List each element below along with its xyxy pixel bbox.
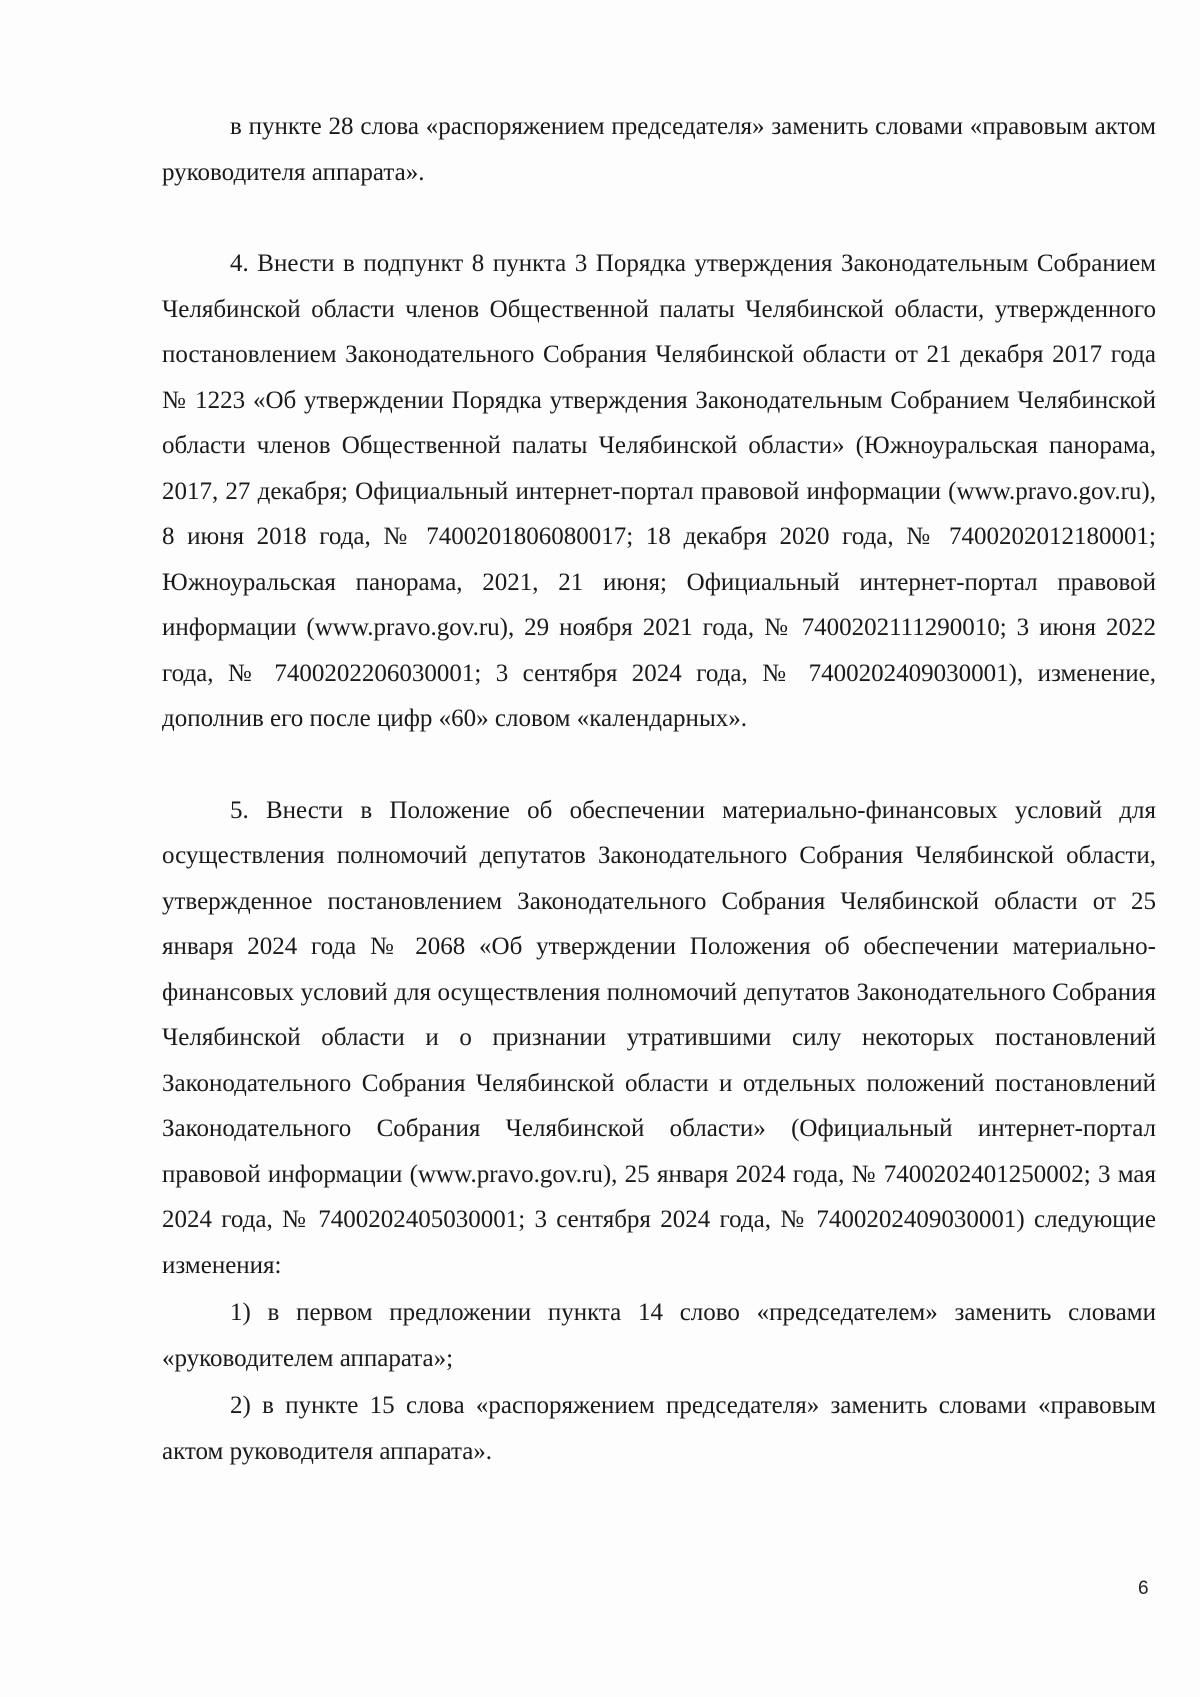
paragraph-section-5: 5. Внести в Положение об обеспечении материально-финансовых условий для осуществления полномочий депутатов Законодательного Собрания Челябинской области, утвержденное постановлением Законодательного Собрания Челябинской области от 25 января 2024 года № 2068 «Об утверждении Положения об обеспечении материально-финансовых условий для осуществления полномочий депутатов Законодательного Собрания Челябинской области и о признании утратившими силу некоторых постановлений Законодательного Собрания Челябинской области и отдельных положений постановлений Законодательного Собрания Челябинской области» (Официальный интернет-портал правовой информации (www.pravo.gov.ru), 25 января 2024 года, № 7400202401250002; 3 мая 2024 года, № 7400202405030001; 3 сентября 2024 года, № 7400202409030001) следующие изменения: <box>162 796 1156 1279</box>
page-number: 6 <box>1138 1578 1149 1599</box>
paragraph-section-4: 4. Внести в подпункт 8 пункта 3 Порядка утверждения Законодательным Собранием Челябинской области членов Общественной палаты Челябинской области, утвержденного постановлением Законодательного Собрания Челябинской области от 21 декабря 2017 года № 1223 «Об утверждении Порядка утверждения Законодательным Собранием Челябинской области членов Общественной палаты Челябинской области» (Южноуральская панорама, 2017, 27 декабря; Официальный интернет-портал правовой информации (www.pravo.gov.ru), 8 июня 2018 года, № 7400201806080017; 18 декабря 2020 года, № 7400202012180001; Южноуральская панорама, 2021, 21 июня; Официальный интернет-портал правовой информации (www.pravo.gov.ru), 29 ноября 2021 года, № 7400202111290010; 3 июня 2022 года, № 7400202206030001; 3 сентября 2024 года, № 7400202409030001), изменение, дополнив его после цифр «60» словом «календарных». <box>162 250 1156 732</box>
paragraph-spacer <box>162 195 1156 241</box>
paragraph-item-28-amendment: в пункте 28 слова «распоряжением председателя» заменить словами «правовым актом руководителя аппарата». <box>162 113 1156 186</box>
paragraph-spacer <box>162 742 1156 788</box>
paragraph-subitem-1: 1) в первом предложении пункта 14 слово «председателем» заменить словами «руководителем аппарата»; <box>162 1299 1156 1372</box>
document-body <box>162 104 1156 1474</box>
paragraph-subitem-2: 2) в пункте 15 слова «распоряжением председателя» заменить словами «правовым актом руководителя аппарата». <box>162 1392 1156 1465</box>
